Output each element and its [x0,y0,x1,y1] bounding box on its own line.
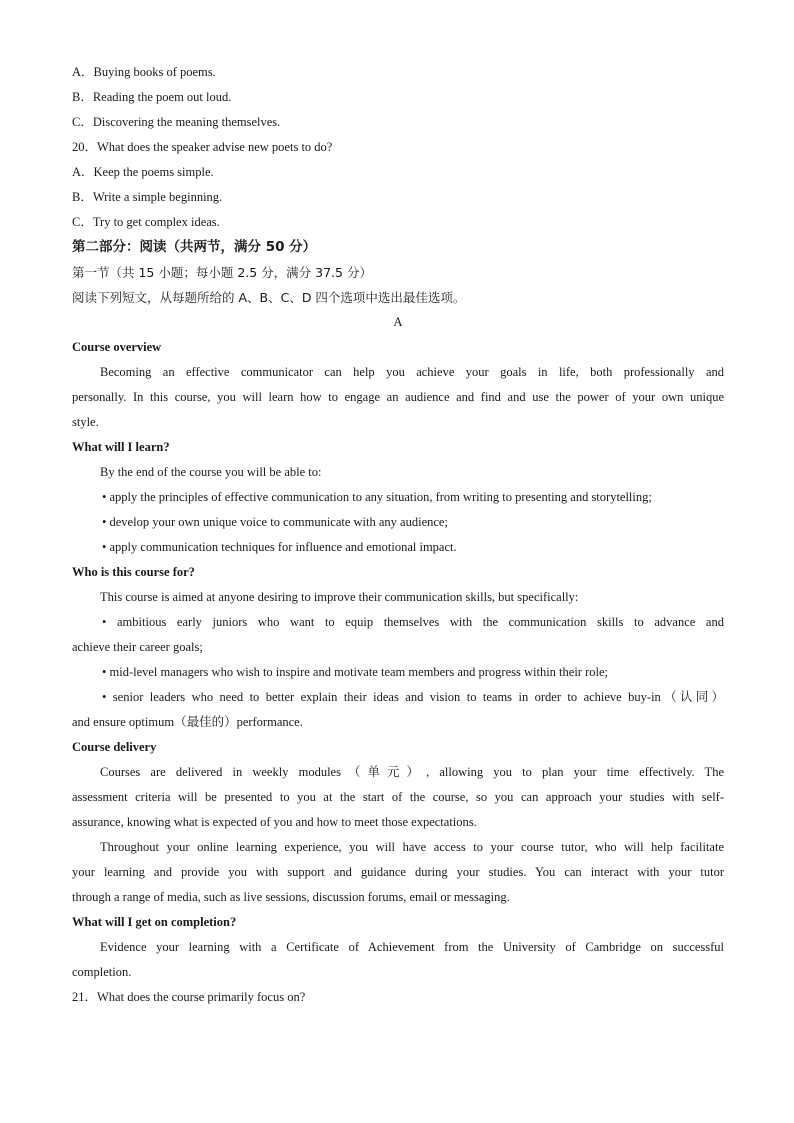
learn-bullet-1: • apply the principles of effective communication to any situation, from writing to presenting and storytelling; [102,490,652,504]
who-bullet-2: • mid-level managers who wish to inspire and motivate team members and progress within their role; [102,665,608,679]
delivery-p2-line-3: through a range of media, such as live sessions, discussion forums, email or messaging. [72,890,510,904]
q20-option-c: C．Try to get complex ideas. [72,215,220,229]
who-bullet-3-line-1: • senior leaders who need to better explain their ideas and vision to teams in order to achieve buy-in（认同） [102,690,724,704]
who-bullet-1-line-2: achieve their career goals; [72,640,203,654]
learn-bullet-3: • apply communication techniques for influence and emotional impact. [102,540,457,554]
learn-heading: What will I learn? [72,440,170,454]
overview-line-1: Becoming an effective communicator can help you achieve your goals in life, both professionally and [100,365,724,379]
delivery-p1-line-1: Courses are delivered in weekly modules（单元）, allowing you to plan your time effectively. The [100,765,724,779]
overview-line-3: style. [72,415,99,429]
learn-intro: By the end of the course you will be able to: [100,465,322,479]
part2-title: 第二部分：阅读（共两节，满分 50 分） [72,239,317,255]
section1-title: 第一节（共 15 小题；每小题 2.5 分，满分 37.5 分） [72,265,372,280]
q19-option-b: B．Reading the poem out loud. [72,90,232,104]
completion-heading: What will I get on completion? [72,915,237,929]
passage-label: A [393,315,403,329]
who-intro: This course is aimed at anyone desiring to improve their communication skills, but specifically: [100,590,579,604]
learn-bullet-2: • develop your own unique voice to communicate with any audience; [102,515,448,529]
completion-line-2: completion. [72,965,132,979]
overview-heading: Course overview [72,340,162,354]
q21-question: 21．What does the course primarily focus on? [72,990,306,1004]
delivery-p1-line-2: assessment criteria will be presented to you at the start of the course, so you can approach your studies with self- [72,790,724,804]
delivery-p1-line-3: assurance, knowing what is expected of you and how to meet those expectations. [72,815,477,829]
delivery-p2-line-1: Throughout your online learning experience, you will have access to your course tutor, who will help facilitate [100,840,724,854]
q20-option-a: A．Keep the poems simple. [72,165,214,179]
reading-instruction: 阅读下列短文，从每题所给的 A、B、C、D 四个选项中选出最佳选项。 [72,290,466,305]
who-bullet-3-line-2: and ensure optimum（最佳的）performance. [72,715,303,729]
q19-option-c: C．Discovering the meaning themselves. [72,115,281,129]
completion-line-1: Evidence your learning with a Certificate of Achievement from the University of Cambridge on successful [100,940,724,954]
delivery-p2-line-2: your learning and provide you with support and guidance during your studies. You can interact with your tutor [72,865,724,879]
q20-option-b: B．Write a simple beginning. [72,190,223,204]
q20-question: 20．What does the speaker advise new poets to do? [72,140,333,154]
overview-line-2: personally. In this course, you will learn how to engage an audience and find and use the power of your own unique [72,390,724,404]
who-bullet-1-line-1: • ambitious early juniors who want to equip themselves with the communication skills to advance and [102,615,724,629]
who-heading: Who is this course for? [72,565,195,579]
delivery-heading: Course delivery [72,740,157,754]
exam-page [72,60,724,1010]
q19-option-a: A．Buying books of poems. [72,65,216,79]
